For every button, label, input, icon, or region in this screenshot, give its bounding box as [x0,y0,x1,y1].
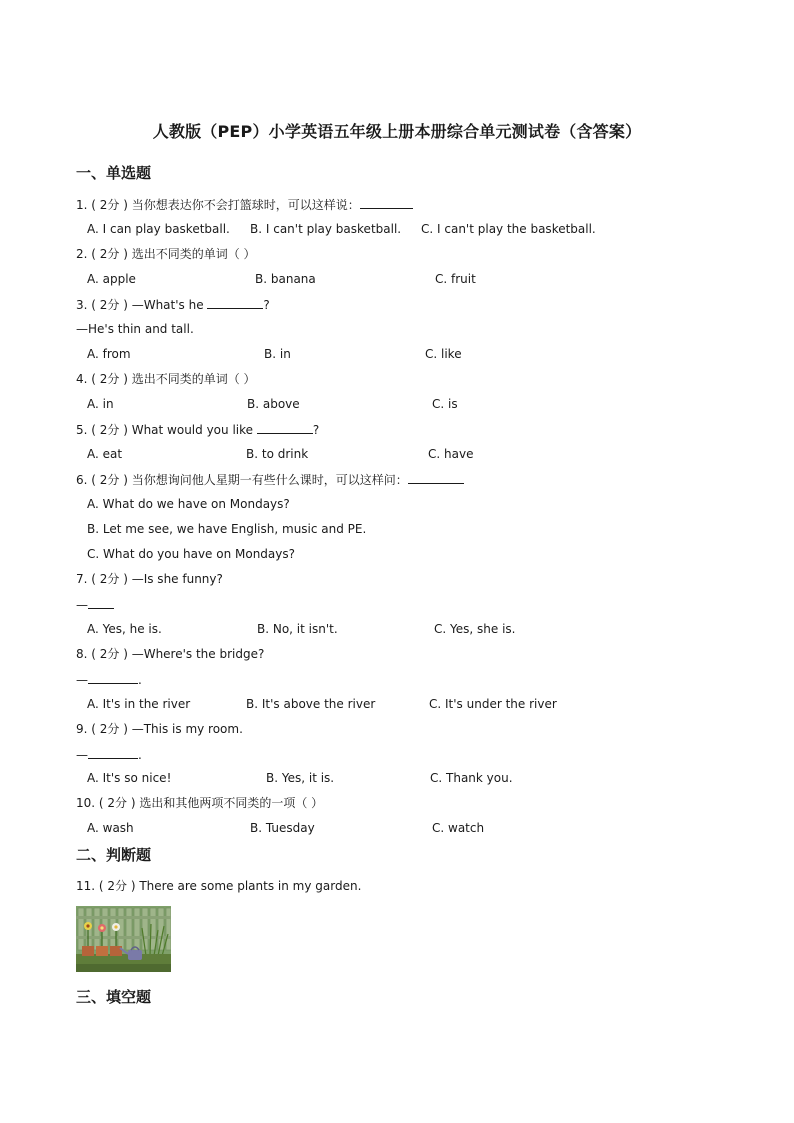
question-3-option-a: A. from [87,347,131,361]
question-7-option-c: C. Yes, she is. [434,622,516,636]
question-5-text: 5. ( 2分 ) What would you like [76,423,257,437]
answer-blank [88,746,138,759]
section-heading-fill-in: 三、填空题 [76,988,152,1006]
question-6-option-a: A. What do we have on Mondays? [87,497,290,511]
answer-blank [257,421,313,434]
question-9-line-2-end: . [138,748,142,762]
question-1-option-b: B. I can't play basketball. [250,222,402,236]
answer-blank [88,596,114,609]
answer-blank [360,196,413,209]
question-7-option-a: A. Yes, he is. [87,622,162,636]
question-7-dash: — [76,598,88,612]
question-2-option-c: C. fruit [435,272,476,286]
answer-blank [207,296,263,309]
question-8-line-2-end: . [138,673,142,687]
question-5-option-c: C. have [428,447,474,461]
question-7-stem: 7. ( 2分 ) —Is she funny? [76,572,223,586]
question-1-option-c: C. I can't play the basketball. [421,222,596,236]
question-3-text: 3. ( 2分 ) —What's he [76,298,208,312]
question-7-option-b: B. No, it isn't. [257,622,338,636]
question-5-option-b: B. to drink [246,447,309,461]
question-9-dash: — [76,748,88,762]
question-1-stem [76,196,413,213]
question-10-option-a: A. wash [87,821,134,835]
question-5-stem [76,421,319,438]
question-8-line-2 [76,671,142,688]
question-4-stem: 4. ( 2分 ) 选出不同类的单词（ ） [76,372,256,386]
question-9-option-a: A. It's so nice! [87,771,172,785]
question-5-text-end: ? [312,423,320,437]
question-8-option-a: A. It's in the river [87,697,191,711]
question-3-option-c: C. like [425,347,462,361]
question-6-option-b: B. Let me see, we have English, music and PE. [87,522,367,536]
question-9-option-b: B. Yes, it is. [266,771,335,785]
question-3-line-2: —He's thin and tall. [76,322,194,336]
question-6-stem [76,471,464,488]
question-1-text: 1. ( 2分 ) 当你想表达你不会打篮球时，可以这样说： [76,198,360,212]
question-3-option-b: B. in [264,347,291,361]
question-3-stem [76,296,270,313]
question-2-option-a: A. apple [87,272,136,286]
section-heading-true-false: 二、判断题 [76,846,152,864]
question-10-option-b: B. Tuesday [250,821,315,835]
question-6-text: 6. ( 2分 ) 当你想询问他人星期一有些什么课时，可以这样问： [76,473,408,487]
section-heading-single-choice: 一、单选题 [76,164,152,182]
question-6-option-c: C. What do you have on Mondays? [87,547,296,561]
question-2-option-b: B. banana [255,272,316,286]
question-4-option-b: B. above [247,397,300,411]
question-4-option-c: C. is [432,397,458,411]
question-5-option-a: A. eat [87,447,123,461]
question-10-stem: 10. ( 2分 ) 选出和其他两项不同类的一项（ ） [76,796,324,810]
question-8-dash: — [76,673,88,687]
question-9-stem: 9. ( 2分 ) —This is my room. [76,722,243,736]
question-10-option-c: C. watch [432,821,485,835]
question-2-stem: 2. ( 2分 ) 选出不同类的单词（ ） [76,247,256,261]
question-7-line-2 [76,596,114,613]
answer-blank [408,471,464,484]
question-1-option-a: A. I can play basketball. [87,222,230,236]
question-3-text-end: ? [263,298,270,312]
question-8-option-b: B. It's above the river [246,697,376,711]
document-title: 人教版（PEP）小学英语五年级上册本册综合单元测试卷（含答案） [152,122,642,141]
question-9-option-c: C. Thank you. [430,771,513,785]
question-9-line-2 [76,746,142,763]
question-11-stem: 11. ( 2分 ) There are some plants in my garden. [76,879,362,893]
question-8-option-c: C. It's under the river [429,697,557,711]
question-8-stem: 8. ( 2分 ) —Where's the bridge? [76,647,265,661]
question-4-option-a: A. in [87,397,114,411]
answer-blank [88,671,138,684]
garden-plants-image [76,906,171,972]
